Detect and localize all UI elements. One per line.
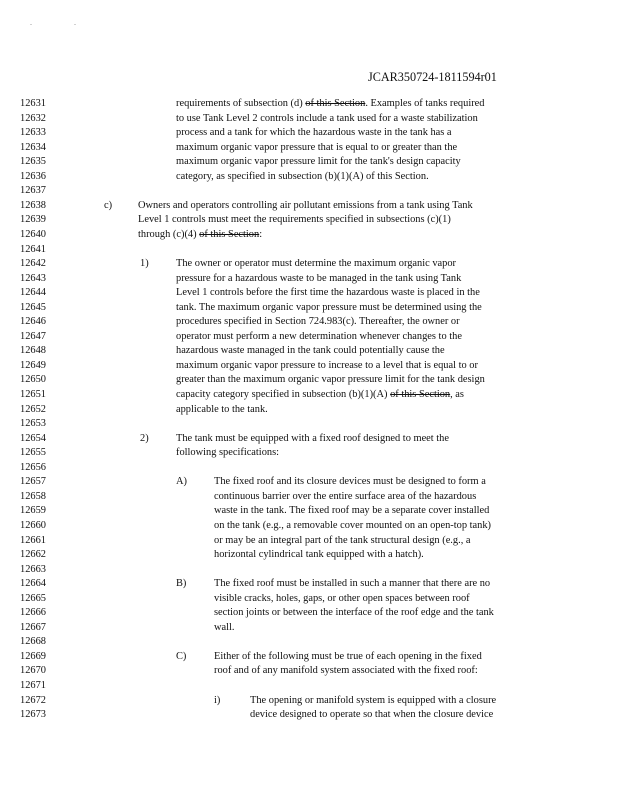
text-line [0, 257, 618, 271]
text-line [0, 272, 618, 286]
line-number: 12648 [20, 345, 46, 357]
line-text [176, 126, 452, 140]
text-run: on the tank (e.g., a removable cover mounted on an open-top tank) [214, 519, 491, 531]
text-run: capacity category specified in subsection (b)(1)(A) [176, 389, 391, 400]
text-run: The opening or manifold system is equipped with a closure [250, 694, 497, 706]
subsection-label: C) [176, 650, 187, 662]
line-number: 12655 [20, 447, 46, 459]
text-line [0, 199, 618, 213]
text-line [0, 432, 618, 446]
line-text [176, 432, 449, 446]
text-line [0, 315, 618, 329]
text-line [0, 373, 618, 387]
line-text [214, 504, 489, 518]
line-number: 12659 [20, 505, 46, 517]
line-text [176, 155, 461, 169]
line-number: 12638 [20, 199, 46, 211]
line-number: 12644 [20, 287, 46, 299]
text-run: pressure for a hazardous waste to be managed in the tank using Tank [176, 272, 462, 284]
text-line [0, 213, 618, 227]
text-run: through (c)(4) [138, 228, 200, 240]
line-number: 12672 [20, 694, 46, 706]
text-line [0, 621, 618, 635]
line-number: 12669 [20, 650, 46, 662]
text-run: Level 1 controls before the first time the hazardous waste is placed in the [176, 287, 480, 299]
text-line [0, 388, 618, 402]
line-text [176, 315, 460, 329]
text-line [0, 679, 618, 693]
text-line [0, 330, 618, 344]
text-line [0, 475, 618, 489]
line-number: 12633 [20, 127, 46, 139]
line-text [214, 475, 486, 489]
subsection-label: i) [214, 694, 221, 706]
line-text [176, 257, 456, 271]
text-line [0, 606, 618, 620]
subsection-label: 2) [140, 432, 149, 444]
line-number: 12637 [20, 185, 46, 197]
line-text [176, 301, 482, 315]
line-number: 12658 [20, 490, 46, 502]
line-text [214, 490, 476, 504]
text-run: applicable to the tank. [176, 403, 268, 415]
text-run: horizontal cylindrical tank equipped with a hatch). [214, 549, 424, 561]
text-run: maximum organic vapor pressure to increase to a level that is equal to or [176, 359, 478, 371]
text-run: . Examples of tanks required [365, 98, 485, 109]
line-number: 12634 [20, 141, 46, 153]
line-number: 12670 [20, 665, 46, 677]
line-text [176, 272, 461, 286]
line-number: 12666 [20, 607, 46, 619]
text-line [0, 650, 618, 664]
line-number: 12645 [20, 301, 46, 313]
line-number: 12653 [20, 418, 46, 430]
subsection-label: A) [176, 476, 187, 488]
line-number: 12673 [20, 709, 46, 721]
text-run: roof and of any manifold system associated with the fixed roof: [214, 665, 478, 677]
line-number: 12661 [20, 534, 46, 546]
line-text [214, 577, 490, 591]
text-line [0, 490, 618, 504]
scan-specks: . . [30, 18, 96, 27]
line-number: 12656 [20, 461, 46, 473]
text-run: The fixed roof and its closure devices must be designed to form a [214, 476, 486, 488]
line-text [214, 664, 478, 678]
subsection-label: 1) [140, 258, 149, 270]
text-run: greater than the maximum organic vapor pressure limit for the tank design [176, 374, 485, 386]
text-line [0, 184, 618, 198]
text-run: or may be an integral part of the tank structural design (e.g., a [214, 534, 471, 546]
line-number: 12662 [20, 549, 46, 561]
line-number: 12646 [20, 316, 46, 328]
line-number: 12650 [20, 374, 46, 386]
text-run: Level 1 controls must meet the requirements specified in subsections (c)(1) [138, 214, 451, 226]
text-line [0, 694, 618, 708]
subsection-label: B) [176, 578, 187, 590]
text-run: The fixed roof must be installed in such a manner that there are no [214, 578, 491, 590]
text-line [0, 446, 618, 460]
text-line [0, 504, 618, 518]
text-run: The tank must be equipped with a fixed roof designed to meet the [176, 432, 449, 444]
line-number: 12668 [20, 636, 46, 648]
text-run: maximum organic vapor pressure limit for the tank's design capacity [176, 156, 461, 168]
line-text [176, 97, 484, 111]
line-number: 12651 [20, 389, 46, 400]
text-line [0, 243, 618, 257]
text-run: continuous barrier over the entire surface area of the hazardous [214, 490, 477, 502]
text-run: operator must perform a new determination whenever changes to the [176, 330, 462, 342]
text-line [0, 519, 618, 533]
text-line [0, 301, 618, 315]
line-number: 12643 [20, 272, 46, 284]
text-line [0, 141, 618, 155]
text-run: procedures specified in Section 724.983(c). Thereafter, the owner or [176, 316, 460, 328]
line-text [250, 708, 493, 722]
line-text [176, 330, 462, 344]
line-number: 12660 [20, 519, 46, 531]
text-run: visible cracks, holes, gaps, or other open spaces between roof [214, 592, 470, 604]
line-text [176, 388, 464, 402]
text-run: Either of the following must be true of each opening in the fixed [214, 650, 482, 662]
line-number: 12639 [20, 214, 46, 226]
line-number: 12671 [20, 680, 46, 691]
line-text [176, 359, 478, 373]
text-line [0, 635, 618, 649]
text-line [0, 403, 618, 417]
line-text [176, 141, 457, 155]
text-line [0, 563, 618, 577]
line-number: 12652 [20, 403, 46, 415]
line-text [176, 170, 429, 184]
line-number: 12631 [20, 98, 46, 109]
line-text [176, 344, 445, 358]
line-text [176, 112, 478, 126]
text-line [0, 344, 618, 358]
line-text [214, 621, 235, 635]
text-line [0, 461, 618, 475]
line-text [176, 373, 485, 387]
text-line [0, 708, 618, 722]
text-run: category, as specified in subsection (b)(1)(A) of this Section. [176, 170, 429, 182]
line-text [176, 446, 279, 460]
line-number: 12649 [20, 359, 46, 371]
document-id: JCAR350724-1811594r01 [368, 70, 497, 84]
line-text [176, 403, 268, 417]
text-line [0, 155, 618, 169]
text-line [0, 286, 618, 300]
line-number: 12665 [20, 592, 46, 604]
line-text [250, 694, 496, 708]
text-run: , as [450, 389, 464, 400]
line-text [214, 606, 494, 620]
text-line [0, 534, 618, 548]
text-run: The owner or operator must determine the maximum organic vapor [176, 258, 456, 270]
line-number: 12654 [20, 432, 46, 444]
text-run: requirements of subsection (d) [176, 98, 306, 109]
line-number: 12635 [20, 156, 46, 168]
line-text [214, 519, 491, 533]
line-number: 12664 [20, 578, 46, 590]
text-line [0, 664, 618, 678]
text-run: section joints or between the interface of the roof edge and the tank [214, 607, 494, 619]
text-run: wall. [214, 621, 235, 633]
text-run: maximum organic vapor pressure that is equal to or greater than the [176, 141, 458, 153]
text-run: Owners and operators controlling air pollutant emissions from a tank using Tank [138, 199, 473, 211]
line-text [214, 534, 471, 548]
text-line [0, 126, 618, 140]
subsection-label: c) [104, 199, 113, 211]
line-number: 12641 [20, 243, 46, 255]
text-run: waste in the tank. The fixed roof may be a separate cover installed [214, 505, 490, 517]
text-line [0, 97, 618, 111]
struck-text: of this Section [305, 98, 366, 109]
text-run: following specifications: [176, 447, 280, 459]
line-number: 12663 [20, 563, 46, 575]
text-line [0, 577, 618, 591]
line-text [138, 199, 473, 213]
line-number: 12640 [20, 228, 46, 240]
struck-text: of this Section [390, 389, 451, 400]
line-text [214, 548, 424, 562]
text-run: process and a tank for which the hazardous waste in the tank has a [176, 127, 452, 139]
line-number: 12642 [20, 258, 46, 270]
line-text [176, 286, 480, 300]
line-text [214, 592, 470, 606]
text-run: tank. The maximum organic vapor pressure must be determined using the [176, 301, 482, 313]
text-line [0, 170, 618, 184]
line-number: 12632 [20, 112, 46, 124]
text-run: : [259, 228, 263, 240]
text-line [0, 359, 618, 373]
line-number: 12647 [20, 330, 46, 342]
line-text [138, 213, 451, 227]
line-text [214, 650, 482, 664]
text-run: hazardous waste managed in the tank could potentially cause the [176, 345, 445, 357]
line-text [138, 228, 262, 242]
text-run: to use Tank Level 2 controls include a tank used for a waste stabilization [176, 112, 478, 124]
text-run: device designed to operate so that when the closure device [250, 709, 494, 721]
text-line [0, 417, 618, 431]
text-line [0, 228, 618, 242]
text-line [0, 548, 618, 562]
text-line [0, 592, 618, 606]
line-number: 12657 [20, 476, 46, 488]
line-number: 12636 [20, 170, 46, 182]
line-number: 12667 [20, 621, 46, 633]
text-line [0, 112, 618, 126]
struck-text: of this Section [199, 228, 260, 240]
